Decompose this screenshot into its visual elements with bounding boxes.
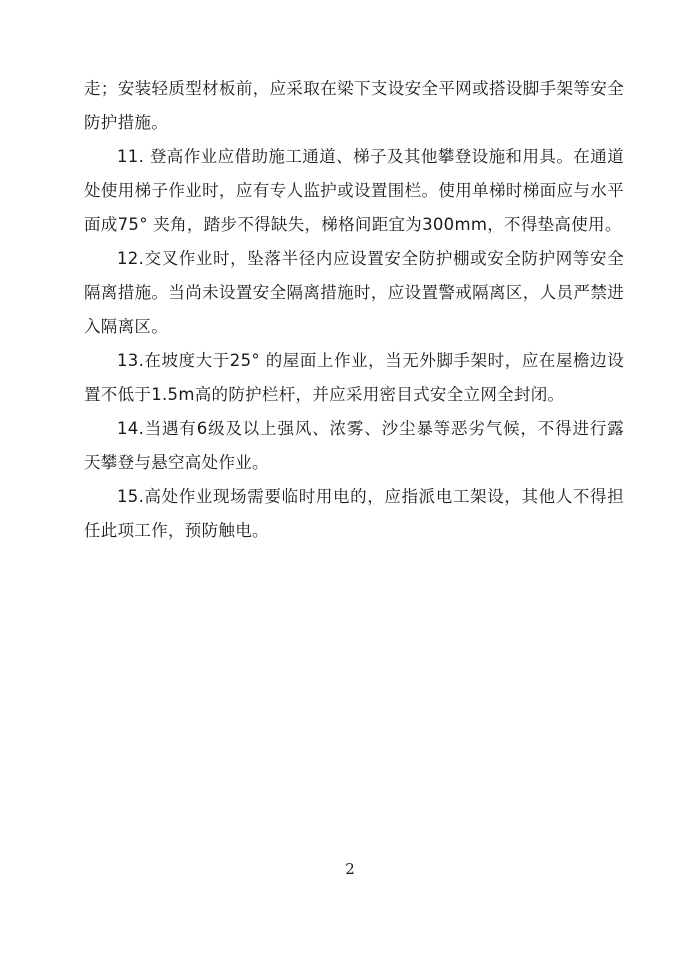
paragraph-item-15: 15.高处作业现场需要临时用电的，应指派电工架设，其他人不得担任此项工作，预防触电。 (84, 487, 624, 540)
paragraph-continuation: 走；安装轻质型材板前，应采取在梁下支设安全平网或搭设脚手架等安全防护措施。 (84, 79, 624, 132)
document-body (84, 72, 624, 548)
paragraph-item-13: 13.在坡度大于25° 的屋面上作业，当无外脚手架时，应在屋檐边设置不低于1.5m高的防护栏杆，并应采用密目式安全立网全封闭。 (84, 351, 624, 404)
page-number: 2 (345, 860, 355, 878)
paragraph-item-12: 12.交叉作业时，坠落半径内应设置安全防护棚或安全防护网等安全隔离措施。当尚未设置安全隔离措施时，应设置警戒隔离区，人员严禁进入隔离区。 (84, 249, 624, 336)
paragraph-item-11: 11. 登高作业应借助施工通道、梯子及其他攀登设施和用具。在通道处使用梯子作业时，应有专人监护或设置围栏。使用单梯时梯面应与水平面成75° 夹角，踏步不得缺失，梯格间距宜为300mm，不得垫高使用。 (84, 147, 624, 234)
paragraph-item-14: 14.当遇有6级及以上强风、浓雾、沙尘暴等恶劣气候，不得进行露天攀登与悬空高处作业。 (84, 419, 624, 472)
